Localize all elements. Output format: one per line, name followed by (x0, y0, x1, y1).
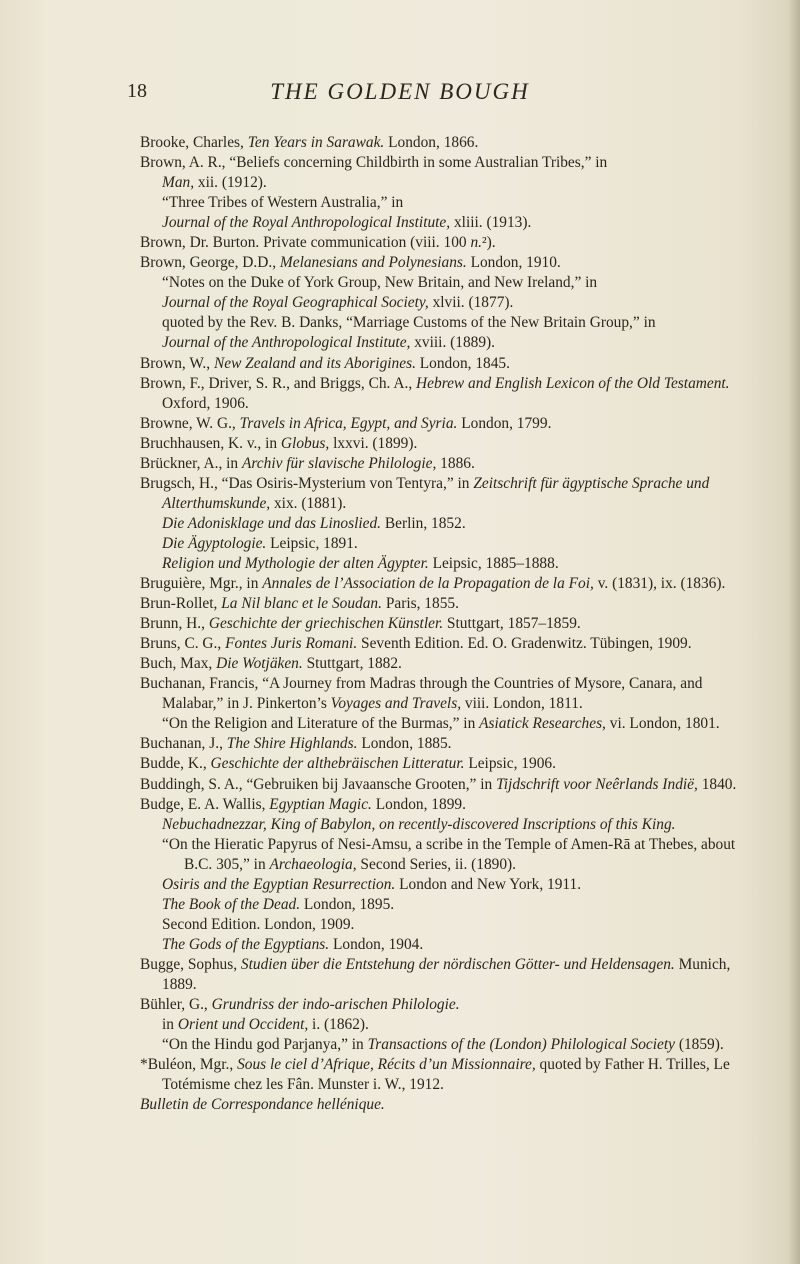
bib-entry: quoted by the Rev. B. Danks, “Marriage Customs of the New Britain Group,” in (162, 314, 656, 332)
bib-entry: Nebuchadnezzar, King of Babylon, on recently-discovered Inscriptions of this King. (162, 815, 676, 833)
bib-entry-continuation: Journal of the Royal Geographical Society, xlvii. (1877). (162, 294, 514, 312)
bibliography-list (140, 133, 765, 1115)
bib-entry: Osiris and the Egyptian Resurrection. London and New York, 1911. (162, 875, 582, 893)
bib-entry: “On the Hindu god Parjanya,” in Transactions of the (London) Philological Society (1859). (162, 1036, 724, 1054)
bib-entry: “Three Tribes of Western Australia,” in (162, 194, 404, 212)
bib-entry: Second Edition. London, 1909. (162, 915, 355, 933)
bib-entry: Brown, George, D.D., Melanesians and Polynesians. London, 1910. (140, 254, 561, 272)
bib-entry-continuation: Journal of the Royal Anthropological Institute, xliii. (1913). (162, 214, 532, 232)
bib-entry: The Book of the Dead. London, 1895. (162, 895, 395, 913)
bib-entry: “On the Religion and Literature of the Burmas,” in Asiatick Researches, vi. London, 1801. (162, 715, 720, 733)
bib-entry: Buddingh, S. A., “Gebruiken bij Javaansche Grooten,” in Tijdschrift voor Neêrlands Indië, 1840. (140, 775, 737, 793)
page-header (0, 80, 800, 120)
bib-entry: in Orient und Occident, i. (1862). (162, 1016, 369, 1034)
bib-entry: *Buléon, Mgr., Sous le ciel d’Afrique, Récits d’un Missionnaire, quoted by Father H. Trilles, Le Totémisme chez les Fân. Munster i. W., 1912. (140, 1056, 730, 1094)
bib-entry: Browne, W. G., Travels in Africa, Egypt, and Syria. London, 1799. (140, 414, 552, 432)
page-number: 18 (127, 80, 147, 102)
running-head: THE GOLDEN BOUGH (270, 79, 530, 104)
bib-entry: Brooke, Charles, Ten Years in Sarawak. London, 1866. (140, 134, 479, 151)
page-edge-shadow (788, 0, 800, 1264)
bib-entry: Brugsch, H., “Das Osiris-Mysterium von Tentyra,” in Zeitschrift für ägyptische Sprache und Alterthumskunde, xix. (1881). (140, 474, 710, 512)
bib-entry: Buchanan, J., The Shire Highlands. London, 1885. (140, 735, 452, 753)
bib-entry: Budde, K., Geschichte der althebräischen Litteratur. Leipsic, 1906. (140, 755, 556, 773)
journal-title-continued: Journal of the Royal Anthropological Institute, (162, 214, 451, 232)
bib-entry: Brunn, H., Geschichte der griechischen Künstler. Stuttgart, 1857–1859. (140, 615, 581, 633)
bib-entry: Bruns, C. G., Fontes Juris Romani. Seventh Edition. Ed. O. Gradenwitz. Tübingen, 1909. (140, 635, 692, 653)
bib-entry: Brun-Rollet, La Nil blanc et le Soudan. Paris, 1855. (140, 595, 459, 613)
bib-entry: Bugge, Sophus, Studien über die Entstehung der nördischen Götter- und Heldensagen. Munich, 1889. (140, 955, 731, 993)
bib-entry: Budge, E. A. Wallis, Egyptian Magic. London, 1899. (140, 795, 466, 813)
bib-entry: Brown, Dr. Burton. Private communication (viii. 100 n.²). (140, 234, 496, 252)
bib-entry: “Notes on the Duke of York Group, New Britain, and New Ireland,” in (162, 274, 598, 292)
bib-entry: Bulletin de Correspondance hellénique. (140, 1096, 385, 1114)
bib-entry: “On the Hieratic Papyrus of Nesi-Amsu, a scribe in the Temple of Amen-Rā at Thebes, about B.C. 305,” in Archaeologia, Second Series, ii. (1890). (162, 835, 736, 873)
bib-entry: Brown, W., New Zealand and its Aborigines. London, 1845. (140, 354, 510, 372)
bib-entry: Die Ägyptologie. Leipsic, 1891. (162, 534, 358, 552)
bib-entry: Buch, Max, Die Wotjäken. Stuttgart, 1882. (140, 655, 402, 673)
bib-entry-continuation: Man, xii. (1912). (162, 174, 267, 192)
bib-entry: Brown, A. R., “Beliefs concerning Childbirth in some Australian Tribes,” in (140, 154, 608, 172)
bib-entry: Buchanan, Francis, “A Journey from Madras through the Countries of Mysore, Canara, and Malabar,” in J. Pinkerton’s Voyages and Travels, viii. London, 1811. (140, 675, 703, 713)
bib-entry: Bruguière, Mgr., in Annales de l’Association de la Propagation de la Foi, v. (1831), ix. (1836). (140, 575, 726, 593)
bib-entry: Bruchhausen, K. v., in Globus, lxxvi. (1899). (140, 434, 418, 452)
bib-entry: Die Adonisklage und das Linoslied. Berlin, 1852. (162, 514, 466, 532)
bib-entry: Religion und Mythologie der alten Ägypter. Leipsic, 1885–1888. (162, 554, 559, 572)
bib-entry: Brown, F., Driver, S. R., and Briggs, Ch. A., Hebrew and English Lexicon of the Old Testament. Oxford, 1906. (140, 374, 730, 412)
bib-entry: The Gods of the Egyptians. London, 1904. (162, 935, 424, 953)
bib-entry: Bühler, G., Grundriss der indo-arischen Philologie. (140, 996, 460, 1014)
bib-entry: Brückner, A., in Archiv für slavische Philologie, 1886. (140, 454, 475, 472)
bib-entry-continuation: Journal of the Anthropological Institute, xviii. (1889). (162, 334, 496, 352)
